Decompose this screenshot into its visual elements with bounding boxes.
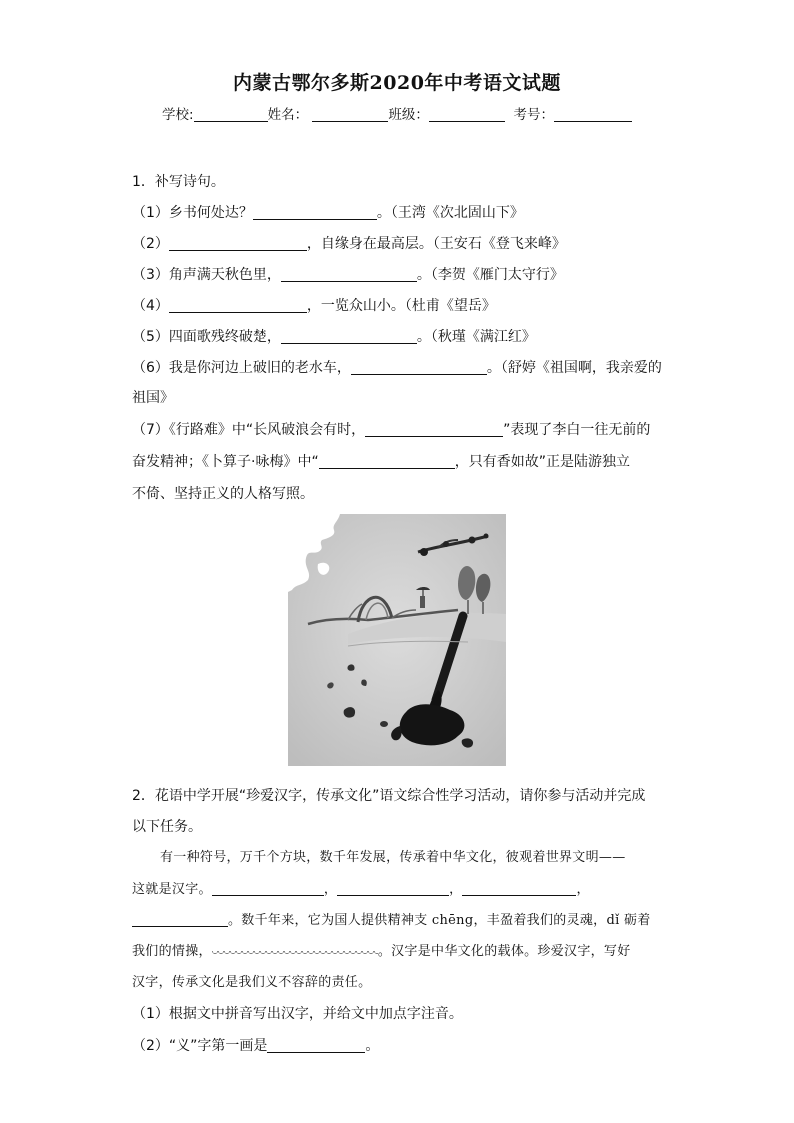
q1-item-7-text-d: ，只有香如故”正是陆游独立: [454, 454, 630, 470]
q2-comma-3: ，: [576, 882, 590, 897]
q2-passage-text: 这就是汉字。: [132, 882, 212, 897]
q1-item-7-text-b: ”表现了李白一往无前的: [503, 422, 651, 438]
class-label: 班级：: [388, 107, 429, 123]
q1-item-5-text: （5）四面歌残终破楚，: [132, 329, 281, 345]
q2-prompt-line-1: 2．花语中学开展“珍爱汉字，传承文化”语文综合性学习活动，请你参与活动并完成: [132, 788, 646, 804]
q1-blank-2[interactable]: [169, 236, 307, 251]
q1-blank-1[interactable]: [253, 205, 377, 220]
q1-item-6: [132, 358, 662, 378]
q1-blank-5[interactable]: [281, 329, 417, 344]
q1-item-3-text: （3）角声满天秋色里，: [132, 267, 281, 283]
q2-comma-1: ，: [323, 882, 338, 897]
q2-blank-4[interactable]: [132, 912, 228, 927]
student-info-row: [0, 103, 794, 123]
q1-item-2-source: ，自缘身在最高层。（王安石《登飞来峰》: [306, 236, 566, 252]
q2-blank-2[interactable]: [337, 881, 449, 896]
q2-passage-text-4a: 我们的情操，: [132, 944, 212, 959]
name-label: 姓名：: [267, 107, 309, 123]
page-title: 内蒙古鄂尔多斯2020年中考语文试题: [233, 72, 561, 94]
q2-passage-text-3: 。数千年来，它为国人提供精神支 chēng，丰盈着我们的灵魂，dǐ 砺着: [228, 913, 651, 928]
q1-heading: 1．补写诗句。: [132, 174, 225, 190]
school-label: 学校:: [162, 107, 194, 123]
q1-item-2-text: （2）: [132, 236, 169, 252]
q2-blank-5[interactable]: [267, 1038, 365, 1053]
q2-passage-line-3: [132, 911, 651, 931]
q1-item-3-source: 。（李贺《雁门太守行》: [416, 267, 564, 283]
q2-passage-line-1: 有一种符号，万千个方块，数千年发展，传承着中华文化，彼观着世界文明——: [160, 850, 626, 865]
q2-prompt-line-2: 以下任务。: [132, 819, 202, 835]
q1-blank-8[interactable]: [319, 454, 455, 469]
name-blank[interactable]: [312, 107, 388, 122]
q2-comma-2: ，: [449, 882, 463, 897]
q1-item-2: [132, 234, 566, 254]
exam-number-blank[interactable]: [554, 107, 632, 122]
q1-item-5: [132, 327, 536, 347]
q1-item-1-text: （1）乡书何处达？: [132, 205, 253, 221]
q1-item-6-text: （6）我是你河边上破旧的老水车，: [132, 360, 351, 376]
q1-item-4: [132, 296, 496, 316]
q1-item-1-source: 。（王湾《次北固山下》: [376, 205, 524, 221]
q1-blank-3[interactable]: [281, 267, 417, 282]
q2-subquestion-1: （1）根据文中拼音写出汉字，并给文中加点字注音。: [132, 1006, 463, 1022]
q1-blank-6[interactable]: [351, 360, 487, 375]
q1-item-4-source: ，一览众山小。（杜甫《望岳》: [306, 298, 496, 314]
q1-item-6-cont: 祖国》: [132, 390, 174, 406]
q1-blank-4[interactable]: [169, 298, 307, 313]
q1-item-5-source: 。（秋瑾《满江红》: [416, 329, 536, 345]
q1-item-7-cont2: 不倚、坚持正义的人格写照。: [132, 486, 314, 502]
ink-painting-image: [288, 514, 506, 766]
exam-number-label: 考号：: [513, 107, 554, 123]
q2-subquestion-2: [132, 1036, 379, 1056]
q2-passage-line-4: [132, 942, 631, 962]
q2-subquestion-2-end: 。: [365, 1038, 380, 1054]
class-blank[interactable]: [429, 107, 505, 122]
q1-item-7-text-c: 奋发精神；《卜算子·咏梅》中“: [132, 454, 319, 470]
q1-item-1: [132, 203, 524, 223]
q1-item-7: [132, 420, 650, 440]
q2-passage-line-2: [132, 880, 590, 900]
school-blank[interactable]: [194, 107, 268, 122]
q2-passage-line-5: 汉字，传承文化是我们义不容辞的责任。: [132, 975, 372, 990]
q2-blank-1[interactable]: [212, 881, 324, 896]
q1-item-7-text: （7）《行路难》中“长风破浪会有时，: [132, 422, 366, 438]
q1-item-4-text: （4）: [132, 298, 169, 314]
q2-passage-text-4b: 。汉字是中华文化的载体。珍爱汉字，写好: [377, 944, 631, 959]
q1-item-3: [132, 265, 564, 285]
q1-blank-7[interactable]: [365, 422, 503, 437]
q2-wavy-underline: [212, 948, 378, 956]
q2-blank-3[interactable]: [462, 881, 576, 896]
q2-subquestion-2-text: （2）“义”字第一画是: [132, 1038, 268, 1054]
q1-item-6-source: 。（舒婷《祖国啊，我亲爱的: [486, 360, 662, 376]
q1-item-7-cont: [132, 452, 630, 472]
